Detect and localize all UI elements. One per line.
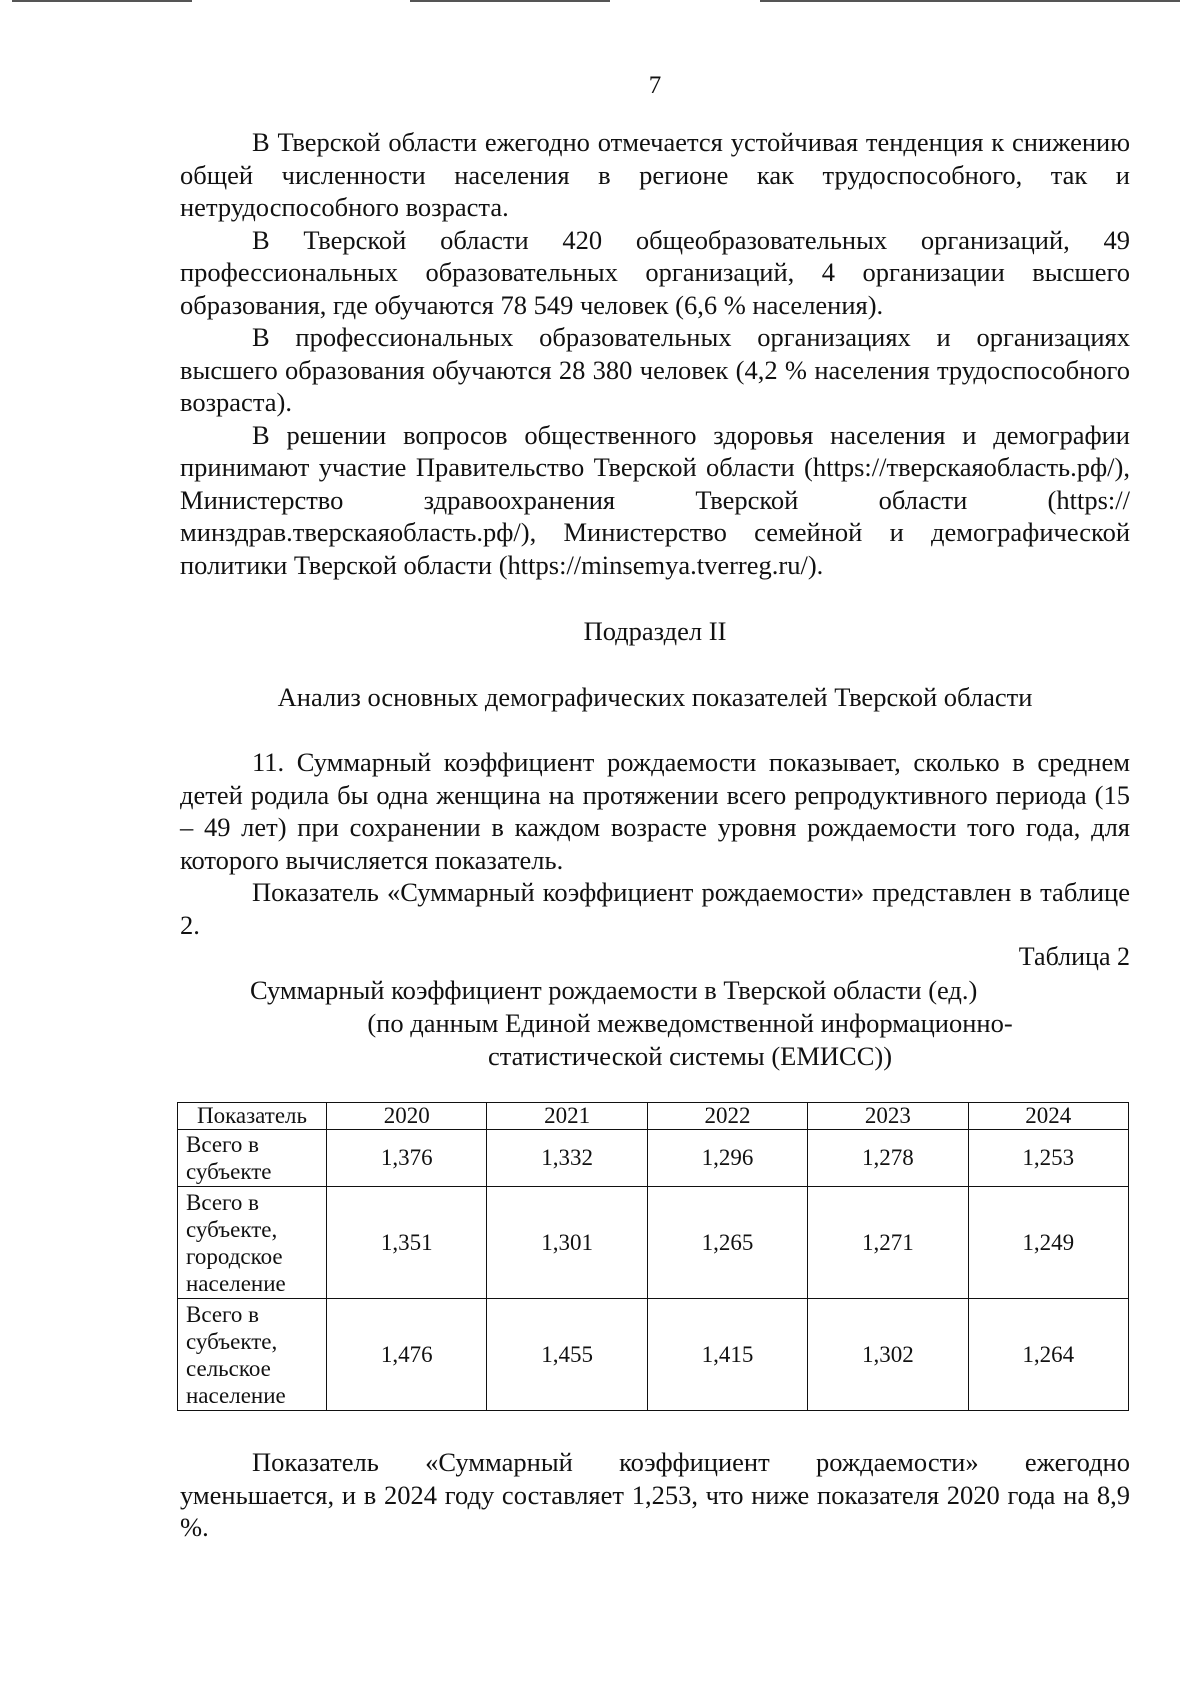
table-cell: 1,455 (487, 1299, 647, 1411)
top-text-block (180, 126, 1130, 581)
table-cell: 1,264 (968, 1299, 1128, 1411)
table-cell: 1,249 (968, 1187, 1128, 1299)
header-year: 2022 (647, 1103, 807, 1130)
table-row-total (178, 1130, 1129, 1187)
table-row-urban (178, 1187, 1129, 1299)
scan-edge-line-left (12, 0, 192, 2)
table-cell: 1,332 (487, 1130, 647, 1187)
table-caption-title: Суммарный коэффициент рождаемости в Тверской области (ед.) (250, 975, 978, 1005)
table-cell: 1,253 (968, 1130, 1128, 1187)
table-cell: 1,376 (327, 1130, 487, 1187)
subsection-subtitle: Анализ основных демографических показателей Тверской области (277, 682, 1033, 712)
paragraph-fertility-definition: 11. Суммарный коэффициент рождаемости показывает, сколько в среднем детей родила бы одна женщина на протяжении всего репродуктивного периода (15 – 49 лет) при сохранении в каждом возрасте уровня рождаемости того года, для которого вычисляется показатель. (180, 747, 1130, 875)
fertility-table (177, 1102, 1129, 1411)
header-year: 2020 (327, 1103, 487, 1130)
table-cell: 1,271 (808, 1187, 968, 1299)
table-cell: 1,301 (487, 1187, 647, 1299)
table-caption (180, 974, 1130, 1073)
paragraph-education-organizations: В Тверской области 420 общеобразовательных организаций, 49 профессиональных образовательных организаций, 4 организации высшего образования, где обучаются 78 549 человек (6,6 % населения). (180, 224, 1130, 320)
scan-edge-line-middle (410, 0, 610, 2)
table-cell: 1,278 (808, 1130, 968, 1187)
table-cell: 1,302 (808, 1299, 968, 1411)
page-number: 7 (648, 72, 662, 99)
table-label: Таблица 2 (1018, 942, 1130, 971)
paragraph-students-count: В профессиональных образовательных организациях и организациях высшего образования обучаются 28 380 человек (4,2 % населения трудоспособного возраста). (180, 322, 1130, 417)
table-caption-source: (по данным Единой межведомственной информационно-статистической системы (ЕМИСС)) (367, 1008, 1013, 1071)
subsection-title: Подраздел II (583, 616, 727, 646)
table-cell: 1,351 (327, 1187, 487, 1299)
row-label: Всего в субъекте, сельское население (178, 1299, 327, 1411)
header-year: 2023 (808, 1103, 968, 1130)
paragraph-table-reference: Показатель «Суммарный коэффициент рождаемости» представлен в таблице 2. (180, 877, 1130, 940)
bottom-text-block (180, 1446, 1130, 1544)
table-cell: 1,415 (647, 1299, 807, 1411)
header-year: 2021 (487, 1103, 647, 1130)
table-row-rural (178, 1299, 1129, 1411)
table-cell: 1,476 (327, 1299, 487, 1411)
table-cell: 1,265 (647, 1187, 807, 1299)
table-cell: 1,296 (647, 1130, 807, 1187)
paragraph-conclusion: Показатель «Суммарный коэффициент рождаемости» ежегодно уменьшается, и в 2024 году составляет 1,253, что ниже показателя 2020 года на 8,9 %. (180, 1447, 1130, 1542)
paragraph-population-trend: В Тверской области ежегодно отмечается устойчивая тенденция к снижению общей численности населения в регионе как трудоспособного, так и нетрудоспособного возраста. (180, 127, 1130, 222)
scan-edge-line-right (760, 0, 1180, 2)
paragraph-health-ministries: В решении вопросов общественного здоровья населения и демографии принимают участие Правительство Тверской области (https://тверскаяобласть.рф/), Министерство здравоохранения Тверской области (https://минздрав.тверскаяобласть.рф/), Министерство семейной и демографической политики Тверской области (https://minsemya.tverreg.ru/). (180, 419, 1130, 580)
header-year: 2024 (968, 1103, 1128, 1130)
header-indicator: Показатель (178, 1103, 327, 1130)
table-header-row (178, 1103, 1129, 1130)
row-label: Всего в субъекте (178, 1130, 327, 1187)
middle-text-block (180, 746, 1130, 941)
row-label: Всего в субъекте, городское население (178, 1187, 327, 1299)
